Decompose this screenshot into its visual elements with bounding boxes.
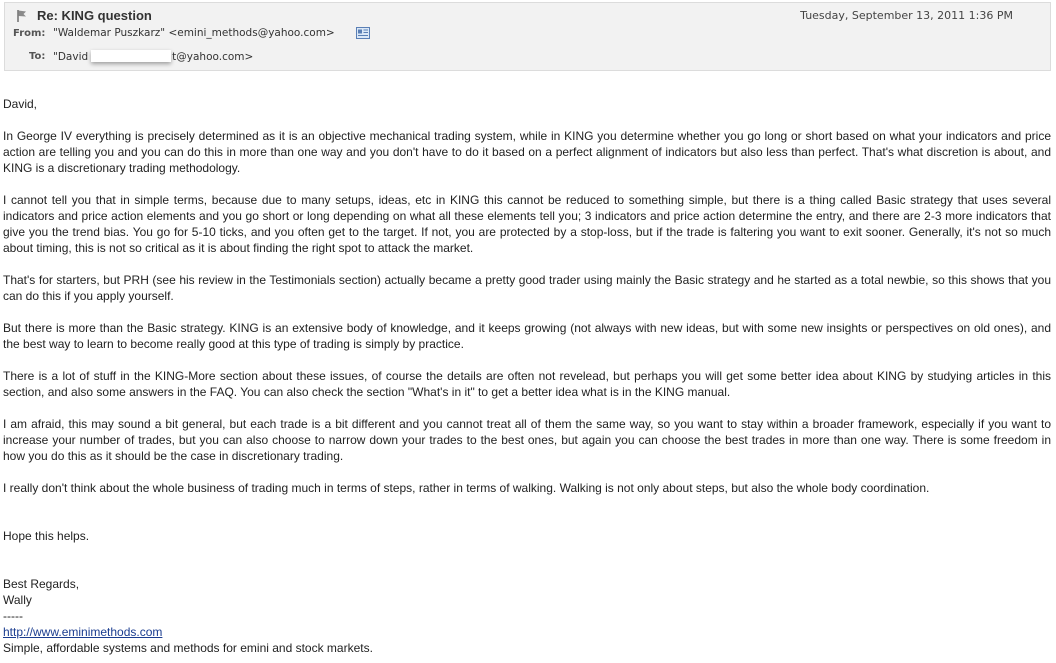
closing-line: Hope this helps. — [3, 529, 90, 543]
website-link[interactable]: http://www.eminimethods.com — [3, 625, 163, 639]
to-name: "David — [53, 51, 89, 63]
greeting: David, — [3, 97, 38, 111]
from-label: From: — [13, 28, 46, 39]
message-body — [3, 96, 1051, 656]
to-address[interactable] — [53, 50, 253, 63]
to-label: To: — [29, 51, 46, 62]
signature-block — [3, 576, 1051, 656]
flag-icon[interactable] — [15, 9, 29, 23]
signature-name: Wally — [3, 593, 32, 607]
from-address[interactable]: "Waldemar Puszkarz" <emini_methods@yahoo.com> — [53, 27, 335, 39]
paragraph-6: I am afraid, this may sound a bit general, but each trade is a bit different and you cannot treat all of them the same way, so you want to stay within a broader framework, especially if you want to increase your number of trades, but you can also choose to narrow down your trades to the best ones, but again you can choose the best trades in more than one way. There is some freedom in how you do this as it should be the case in discretionary trading. — [3, 417, 1051, 463]
paragraph-1: In George IV everything is precisely determined as it is an objective mechanical trading system, while in KING you determine whether you go long or short based on what your indicators and price action are telling you and you can do this in more than one way and you don't have to do it based on a perfect alignment of indicators but also less than perfect. That's what discretion is about, and KING is a discretionary trading methodology. — [3, 129, 1051, 175]
paragraph-5: There is a lot of stuff in the KING-More section about these issues, of course the details are often not revelead, but perhaps you will get some better idea about KING by studying articles in this section, and also some answers in the FAQ. You can also check the section "What's in it" to get a better idea what is in the KING manual. — [3, 369, 1051, 399]
paragraph-7: I really don't think about the whole business of trading much in terms of steps, rather in terms of walking. Walking is not only about steps, but also the whole body coordination. — [3, 481, 930, 495]
to-domain: t@yahoo.com> — [172, 51, 254, 63]
address-card-icon[interactable] — [356, 27, 370, 39]
redaction-box — [91, 50, 171, 62]
paragraph-4: But there is more than the Basic strategy. KING is an extensive body of knowledge, and it keeps growing (not always with new ideas, but with some new insights or perspectives on old ones), and the best way to learn to become really good at this type of trading is simply by practice. — [3, 321, 1051, 351]
signature-separator: ----- — [3, 609, 23, 623]
signature-tagline: Simple, affordable systems and methods for emini and stock markets. — [3, 641, 373, 655]
message-header — [4, 2, 1051, 71]
message-subject: Re: KING question — [37, 8, 152, 23]
paragraph-2: I cannot tell you that in simple terms, because due to many setups, ideas, etc in KING this cannot be reduced to something simple, but there is a thing called Basic strategy that uses several indicators and price action elements and you go short or long depending on what all these elements tell you; 3 indicators and price action determine the entry, and there are 2-3 more indicators that give you the trend bias. You go for 5-10 ticks, and you often get to the target. If not, you are protected by a stop-loss, but if the trade is faltering you want to exit sooner. Generally, it's not so much about timing, this is not so critical as it is about finding the right spot to attack the market. — [3, 193, 1051, 255]
regards: Best Regards, — [3, 577, 80, 591]
paragraph-3: That's for starters, but PRH (see his review in the Testimonials section) actually became a pretty good trader using mainly the Basic strategy and he started as a total newbie, so this shows that you can do this if you apply yourself. — [3, 273, 1051, 303]
message-date: Tuesday, September 13, 2011 1:36 PM — [800, 9, 1013, 22]
